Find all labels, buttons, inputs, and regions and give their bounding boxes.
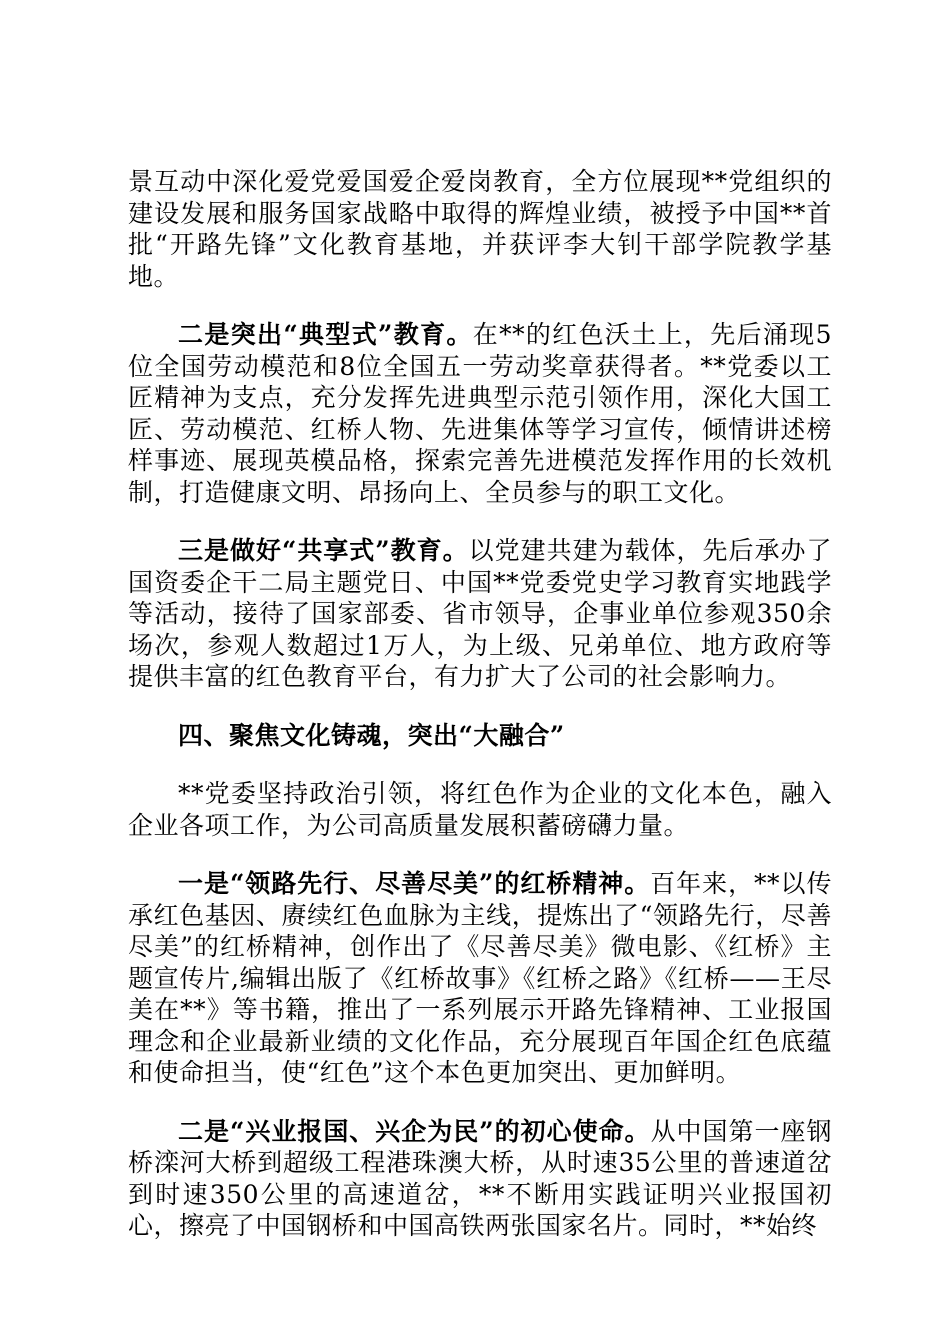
paragraph-continued: 景互动中深化爱党爱国爱企爱岗教育，全方位展现**党组织的建设发展和服务国家战略中取得的辉煌业绩，被授予中国**首批“开路先锋”文化教育基地，并获评李大钊干部学院教学基地。 [128, 167, 832, 291]
document-body [128, 166, 832, 1269]
paragraph-lead: 二是“兴业报国、兴企为民”的初心使命。 [178, 1116, 651, 1146]
paragraph-shared-education [128, 535, 832, 693]
paragraph-typical-education [128, 319, 832, 508]
paragraph-body: 以党建共建为载体，先后承办了国资委企干二局主题党日、中国**党委党史学习教育实地践学等活动，接待了国家部委、省市领导，企事业单位参观350余场次，参观人数超过1万人，为上级、兄弟单位、地方政府等提供丰富的红色教育平台，有力扩大了公司的社会影响力。 [128, 536, 832, 691]
paragraph-body: 在**的红色沃土上，先后涌现5位全国劳动模范和8位全国五一劳动奖章获得者。**党委以工匠精神为支点，充分发挥先进典型示范引领作用，深化大国工匠、劳动模范、红桥人物、先进集体等学习宣传，倾情讲述榜样事迹、展现英模品格，探索完善先进模范发挥作用的长效机制，打造健康文明、昂扬向上、全员参与的职工文化。 [128, 320, 832, 507]
paragraph-lead: 一是“领路先行、尽善尽美”的红桥精神。 [178, 869, 651, 898]
paragraph-section-intro: **党委坚持政治引领，将红色作为企业的文化本色，融入企业各项工作，为公司高质量发展积蓄磅礴力量。 [128, 779, 832, 840]
paragraph-hongqiao-spirit [128, 868, 832, 1089]
paragraph-body: 从中国第一座钢桥滦河大桥到超级工程港珠澳大桥，从时速35公里的普速道岔到时速350公里的高速道岔，**不断用实践证明兴业报国初心，擦亮了中国钢桥和中国高铁两张国家名片。同时，**始终 [128, 1116, 832, 1240]
paragraph-body: 百年来，**以传承红色基因、赓续红色血脉为主线，提炼出了“领路先行，尽善尽美”的红桥精神，创作出了《尽善尽美》微电影、《红桥》主题宣传片,编辑出版了《红桥故事》《红桥之路》《红桥——王尽美在**》等书籍，推出了一系列展示开路先锋精神、工业报国理念和企业最新业绩的文化作品，充分展现百年国企红色底蕴和使命担当，使“红色”这个本色更加突出、更加鲜明。 [128, 869, 832, 1087]
paragraph-lead: 二是突出“典型式”教育。 [178, 320, 473, 349]
section-heading-four: 四、聚焦文化铸魂，突出“大融合” [178, 720, 565, 750]
paragraph-lead: 三是做好“共享式”教育。 [178, 536, 469, 565]
paragraph-original-mission [128, 1116, 832, 1242]
